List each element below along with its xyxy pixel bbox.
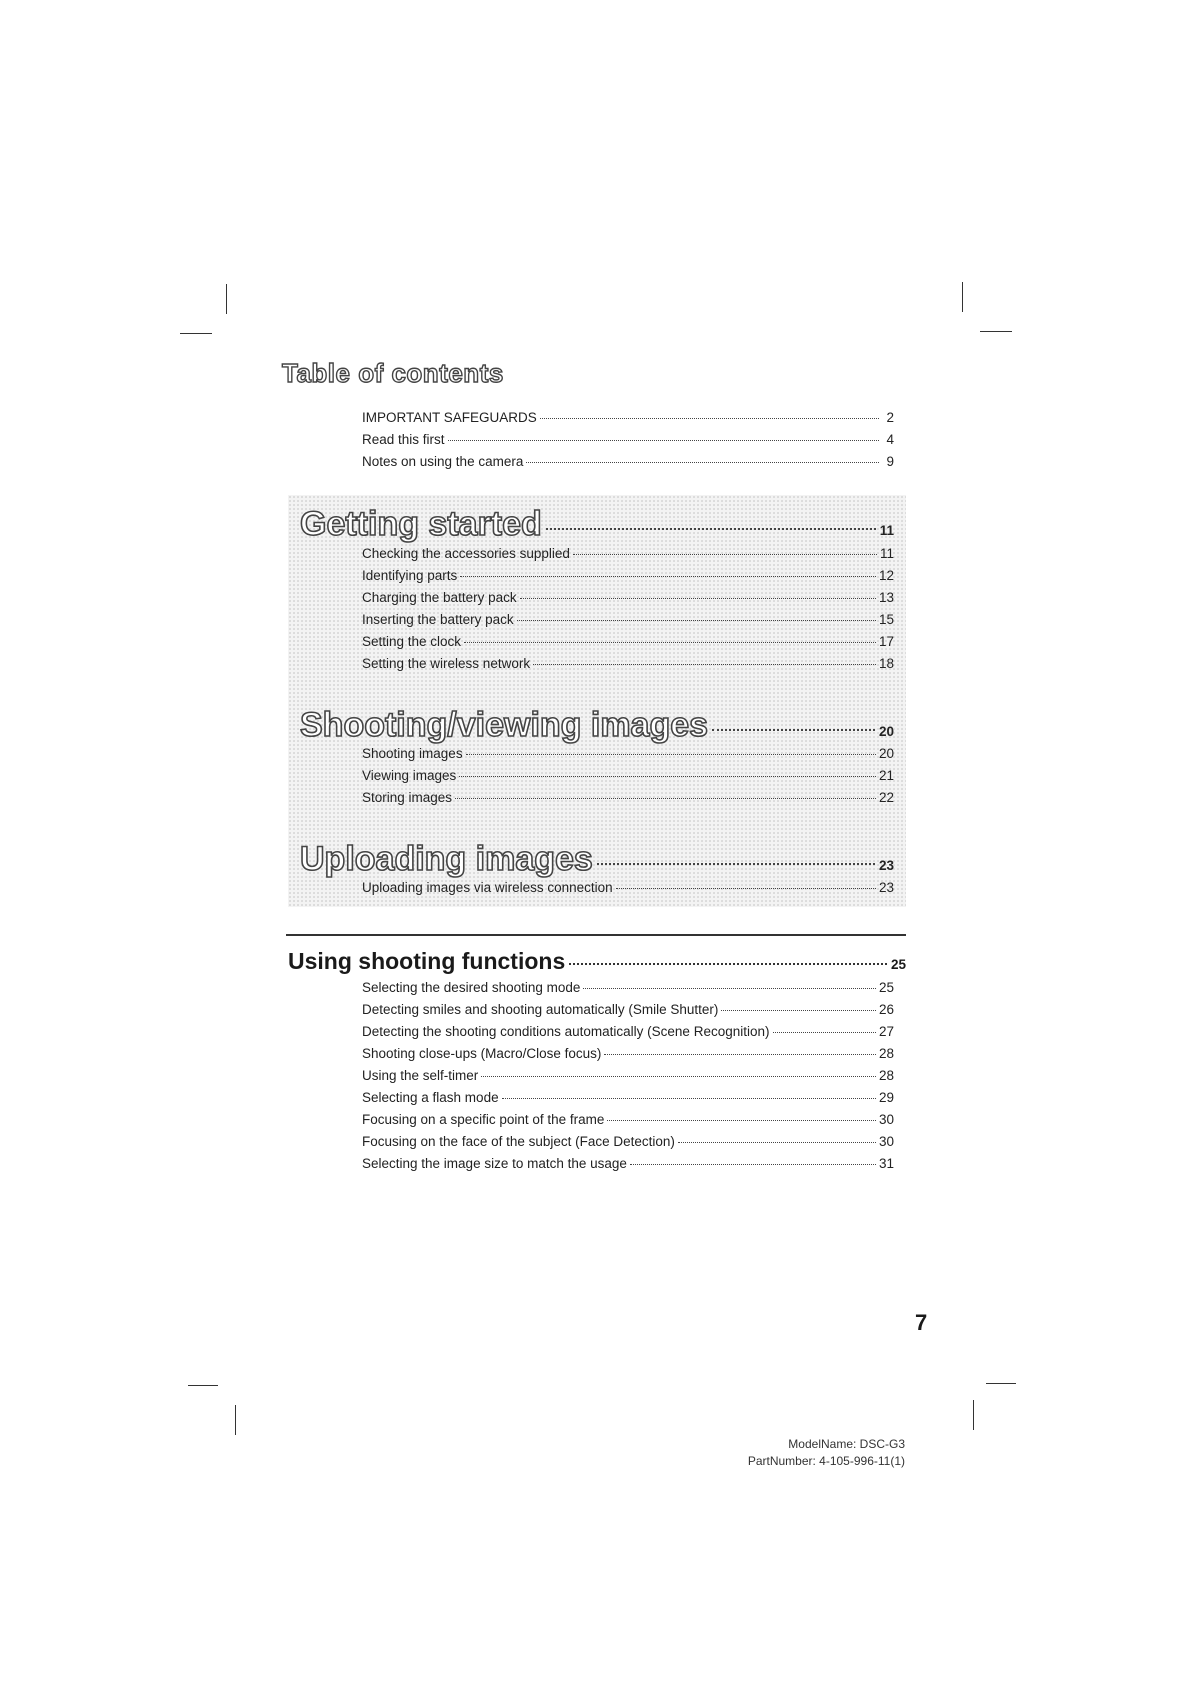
dot-leader (569, 963, 887, 965)
dot-leader (448, 440, 879, 441)
crop-mark (962, 282, 963, 312)
part-number: PartNumber: 4-105-996-11(1) (747, 1454, 905, 1468)
toc-entry-page: 21 (878, 768, 894, 783)
dot-leader (526, 462, 879, 463)
toc-entry[interactable] (362, 768, 894, 790)
dot-leader (533, 664, 876, 665)
crop-mark (188, 1385, 218, 1386)
uploading-list (362, 880, 894, 902)
toc-entry[interactable] (362, 410, 894, 432)
section-heading-label: Shooting/viewing images (300, 706, 709, 744)
toc-entry-label: Setting the wireless network (362, 656, 531, 671)
toc-entry[interactable] (362, 546, 894, 568)
crop-mark (973, 1400, 974, 1430)
toc-entry[interactable] (362, 454, 894, 476)
toc-entry[interactable] (362, 1134, 894, 1156)
dot-leader (546, 528, 876, 530)
dot-leader (597, 863, 875, 865)
toc-entry-label: Storing images (362, 790, 453, 805)
toc-entry[interactable] (362, 656, 894, 678)
toc-entry-label: Selecting a flash mode (362, 1090, 499, 1105)
dot-leader (712, 729, 875, 731)
toc-entry-page: 29 (878, 1090, 894, 1105)
toc-entry-page: 11 (879, 546, 894, 561)
toc-entry-label: Inserting the battery pack (362, 612, 514, 627)
toc-entry-label: Focusing on a specific point of the frame (362, 1112, 605, 1127)
dot-leader (520, 598, 876, 599)
crop-mark (235, 1405, 236, 1435)
model-name: ModelName: DSC-G3 (788, 1437, 905, 1451)
section-heading-page: 25 (890, 957, 906, 972)
crop-mark (180, 333, 212, 334)
toc-entry-label: Focusing on the face of the subject (Face Detection) (362, 1134, 675, 1149)
toc-entry[interactable] (362, 1046, 894, 1068)
toc-entry-label: Shooting close-ups (Macro/Close focus) (362, 1046, 602, 1061)
dot-leader (464, 642, 876, 643)
toc-entry-page: 22 (878, 790, 894, 805)
toc-entry-label: IMPORTANT SAFEGUARDS (362, 410, 537, 425)
toc-entry-page: 26 (878, 1002, 894, 1017)
toc-entry-label: Viewing images (362, 768, 457, 783)
section-heading-using-shooting-functions[interactable] (288, 948, 906, 975)
section-heading-page: 20 (878, 724, 894, 739)
toc-entry[interactable] (362, 1068, 894, 1090)
dot-leader (455, 798, 876, 799)
dot-leader (630, 1164, 876, 1165)
page-title: Table of contents (282, 358, 504, 388)
toc-entry-page: 15 (878, 612, 894, 627)
toc-entry-label: Read this first (362, 432, 445, 447)
toc-entry-page: 28 (878, 1068, 894, 1083)
dot-leader (573, 554, 877, 555)
toc-entry-page: 2 (886, 410, 894, 425)
section-heading-label: Getting started (300, 505, 542, 543)
crop-mark (980, 331, 1012, 332)
toc-entry-page: 20 (878, 746, 894, 761)
dot-leader (583, 988, 876, 989)
toc-entry[interactable] (362, 612, 894, 634)
using-shooting-functions-list (362, 980, 894, 1178)
toc-entry-page: 12 (878, 568, 894, 583)
toc-entry-page: 9 (886, 454, 894, 469)
toc-entry-page: 18 (878, 656, 894, 671)
toc-entry[interactable] (362, 746, 894, 768)
toc-entry[interactable] (362, 1112, 894, 1134)
toc-entry-label: Notes on using the camera (362, 454, 524, 469)
toc-entry-page: 27 (878, 1024, 894, 1039)
toc-entry-label: Uploading images via wireless connection (362, 880, 613, 895)
toc-entry-page: 31 (878, 1156, 894, 1171)
dot-leader (517, 620, 876, 621)
toc-entry-label: Detecting the shooting conditions automatically (Scene Recognition) (362, 1024, 770, 1039)
toc-entry-page: 28 (878, 1046, 894, 1061)
dot-leader (459, 776, 876, 777)
toc-entry-label: Shooting images (362, 746, 463, 761)
toc-entry-label: Identifying parts (362, 568, 458, 583)
toc-entry-label: Selecting the image size to match the usage (362, 1156, 627, 1171)
dot-leader (540, 418, 879, 419)
dot-leader (460, 576, 876, 577)
toc-entry[interactable] (362, 790, 894, 812)
crop-mark (226, 284, 227, 314)
toc-entry-page: 30 (878, 1134, 894, 1149)
toc-entry[interactable] (362, 1024, 894, 1046)
section-heading-getting-started[interactable] (300, 505, 894, 544)
dot-leader (607, 1120, 876, 1121)
dot-leader (678, 1142, 876, 1143)
section-heading-uploading[interactable] (300, 840, 894, 879)
intro-list (362, 410, 894, 476)
page-number: 7 (915, 1310, 928, 1335)
toc-entry[interactable] (362, 1002, 894, 1024)
section-heading-label: Uploading images (300, 840, 593, 878)
toc-entry-label: Selecting the desired shooting mode (362, 980, 581, 995)
toc-entry-label: Setting the clock (362, 634, 462, 649)
toc-entry[interactable] (362, 980, 894, 1002)
toc-entry-label: Detecting smiles and shooting automatically (Smile Shutter) (362, 1002, 719, 1017)
section-heading-shooting-viewing[interactable] (300, 706, 894, 745)
toc-entry-label: Charging the battery pack (362, 590, 517, 605)
dot-leader (502, 1098, 876, 1099)
section-heading-page: 11 (879, 523, 894, 538)
toc-entry[interactable] (362, 590, 894, 612)
dot-leader (481, 1076, 876, 1077)
toc-entry-page: 23 (878, 880, 894, 895)
toc-entry-page: 17 (878, 634, 894, 649)
dot-leader (721, 1010, 876, 1011)
toc-entry[interactable] (362, 1090, 894, 1112)
toc-entry-label: Checking the accessories supplied (362, 546, 570, 561)
toc-entry-page: 25 (878, 980, 894, 995)
section-divider (286, 934, 906, 936)
dot-leader (616, 888, 876, 889)
toc-entry-page: 30 (878, 1112, 894, 1127)
section-heading-label: Using shooting functions (288, 948, 566, 974)
toc-entry-page: 4 (886, 432, 894, 447)
toc-entry[interactable] (362, 634, 894, 656)
toc-entry[interactable] (362, 880, 894, 902)
dot-leader (773, 1032, 876, 1033)
toc-entry[interactable] (362, 1156, 894, 1178)
dot-leader (604, 1054, 876, 1055)
toc-entry-label: Using the self-timer (362, 1068, 479, 1083)
toc-entry[interactable] (362, 568, 894, 590)
shooting-viewing-list (362, 746, 894, 812)
crop-mark (986, 1383, 1016, 1384)
section-heading-page: 23 (878, 858, 894, 873)
toc-entry-page: 13 (878, 590, 894, 605)
getting-started-list (362, 546, 894, 678)
toc-entry[interactable] (362, 432, 894, 454)
dot-leader (466, 754, 876, 755)
